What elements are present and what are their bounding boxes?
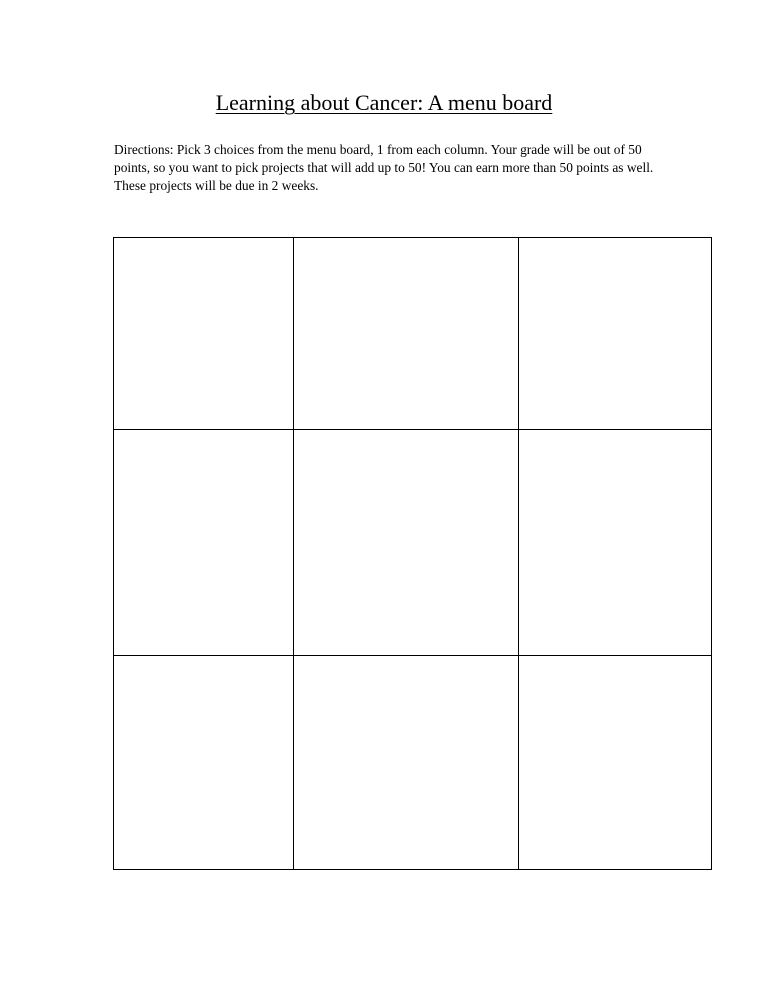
menu-board-row — [114, 430, 712, 656]
menu-board-cell — [294, 430, 519, 656]
menu-board-table — [113, 237, 712, 870]
menu-board-cell — [294, 238, 519, 430]
page-title: Learning about Cancer: A menu board — [215, 90, 553, 115]
menu-board-cell — [114, 238, 294, 430]
menu-board-cell — [294, 656, 519, 870]
menu-board-cell — [519, 238, 712, 430]
menu-board-cell — [519, 430, 712, 656]
menu-board-cell — [519, 656, 712, 870]
menu-board-cell — [114, 430, 294, 656]
menu-board-row — [114, 656, 712, 870]
directions-text: Directions: Pick 3 choices from the menu board, 1 from each column. Your grade will be out of 50 points, so you want to pick projects that will add up to 50! You can earn more than 50 points as well. These projects will be due in 2 weeks. — [114, 142, 654, 193]
menu-board-row — [114, 238, 712, 430]
menu-board-cell — [114, 656, 294, 870]
